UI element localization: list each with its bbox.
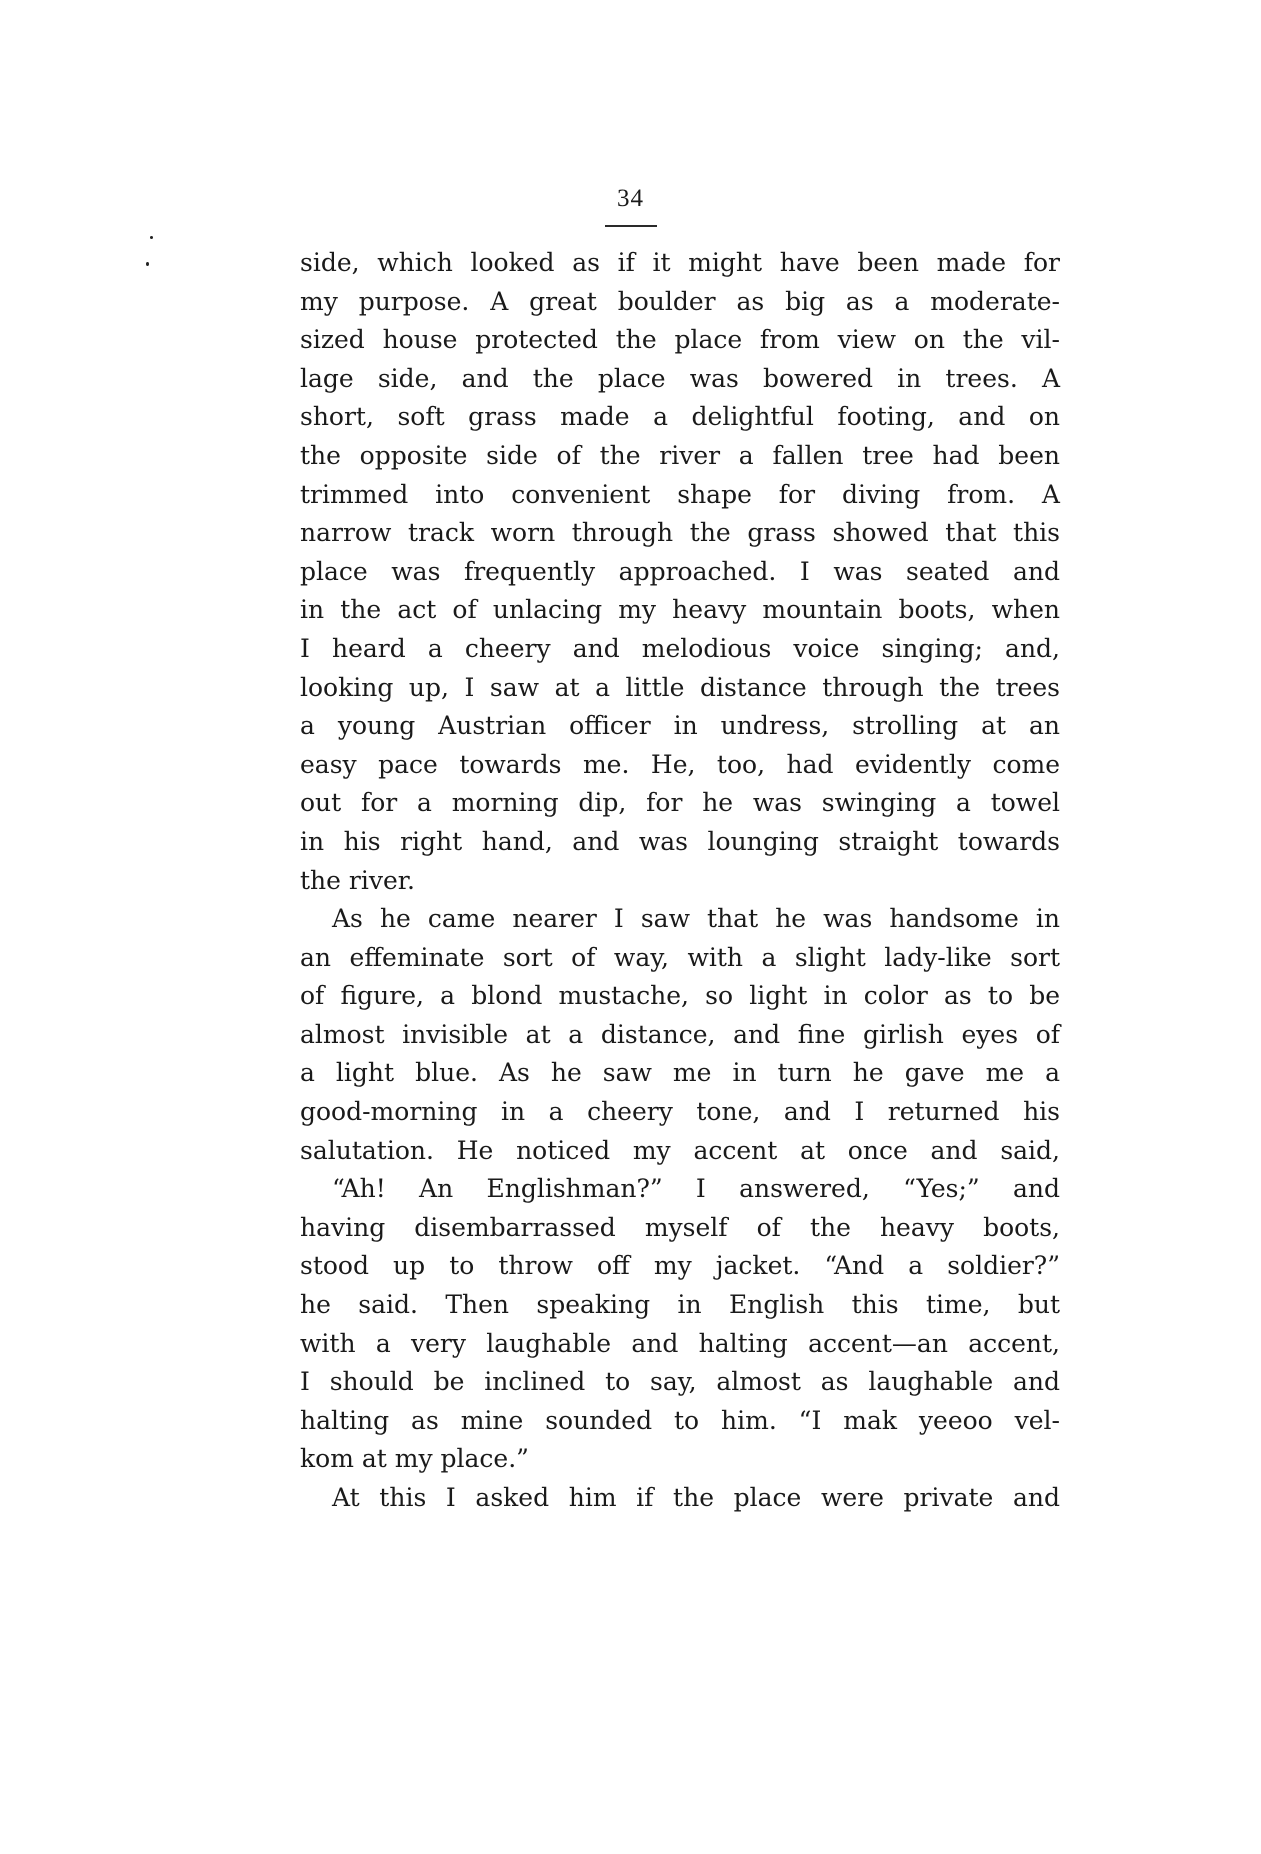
text-line: looking up, I saw at a little distance through the trees — [300, 672, 1060, 702]
text-line: he said. Then speaking in English this time, but — [300, 1290, 1060, 1320]
text-line: “Ah! An Englishman?” I answered, “Yes;” and — [332, 1174, 1060, 1204]
text-line: As he came nearer I saw that he was handsome in — [332, 904, 1060, 934]
body-text — [300, 244, 1060, 1518]
text-line: the river. — [300, 865, 415, 895]
text-line: out for a morning dip, for he was swinging a towel — [300, 788, 1060, 818]
text-line: stood up to throw off my jacket. “And a soldier?” — [300, 1251, 1060, 1281]
text-line: in the act of unlacing my heavy mountain boots, when — [300, 595, 1060, 625]
text-line: salutation. He noticed my accent at once and said, — [300, 1135, 1060, 1165]
text-line: trimmed into convenient shape for diving from. A — [300, 479, 1060, 509]
text-line: narrow track worn through the grass showed that this — [300, 518, 1060, 548]
text-line: halting as mine sounded to him. “I mak yeeoo vel- — [300, 1405, 1060, 1435]
text-line: in his right hand, and was lounging straight towards — [300, 826, 1060, 856]
text-line: I should be inclined to say, almost as laughable and — [300, 1367, 1060, 1397]
margin-speck — [146, 262, 149, 266]
text-line: short, soft grass made a delightful footing, and on — [300, 402, 1060, 432]
page-number-rule — [605, 225, 657, 227]
text-line: I heard a cheery and melodious voice singing; and, — [300, 633, 1060, 663]
text-line: almost invisible at a distance, and fine girlish eyes of — [300, 1019, 1060, 1049]
text-line: good-morning in a cheery tone, and I returned his — [300, 1097, 1060, 1127]
text-line: the opposite side of the river a fallen tree had been — [300, 440, 1060, 470]
page-number: 34 — [617, 185, 644, 212]
text-line: with a very laughable and halting accent—an accent, — [300, 1328, 1060, 1358]
text-line: my purpose. A great boulder as big as a moderate- — [300, 286, 1060, 316]
text-line: place was frequently approached. I was seated and — [300, 556, 1060, 586]
text-line: of figure, a blond mustache, so light in color as to be — [300, 981, 1060, 1011]
text-line: kom at my place.” — [300, 1444, 529, 1474]
text-line: At this I asked him if the place were private and — [332, 1483, 1060, 1512]
text-line: side, which looked as if it might have been made for — [300, 248, 1060, 277]
text-line: an effeminate sort of way, with a slight lady-like sort — [300, 942, 1060, 972]
text-line: a young Austrian officer in undress, strolling at an — [300, 711, 1060, 741]
text-line: easy pace towards me. He, too, had evidently come — [300, 749, 1060, 779]
text-line: sized house protected the place from view on the vil- — [300, 325, 1060, 355]
text-line: having disembarrassed myself of the heavy boots, — [300, 1212, 1060, 1242]
text-line: a light blue. As he saw me in turn he gave me a — [300, 1058, 1060, 1088]
text-line: lage side, and the place was bowered in trees. A — [300, 363, 1060, 393]
margin-speck — [150, 236, 153, 239]
